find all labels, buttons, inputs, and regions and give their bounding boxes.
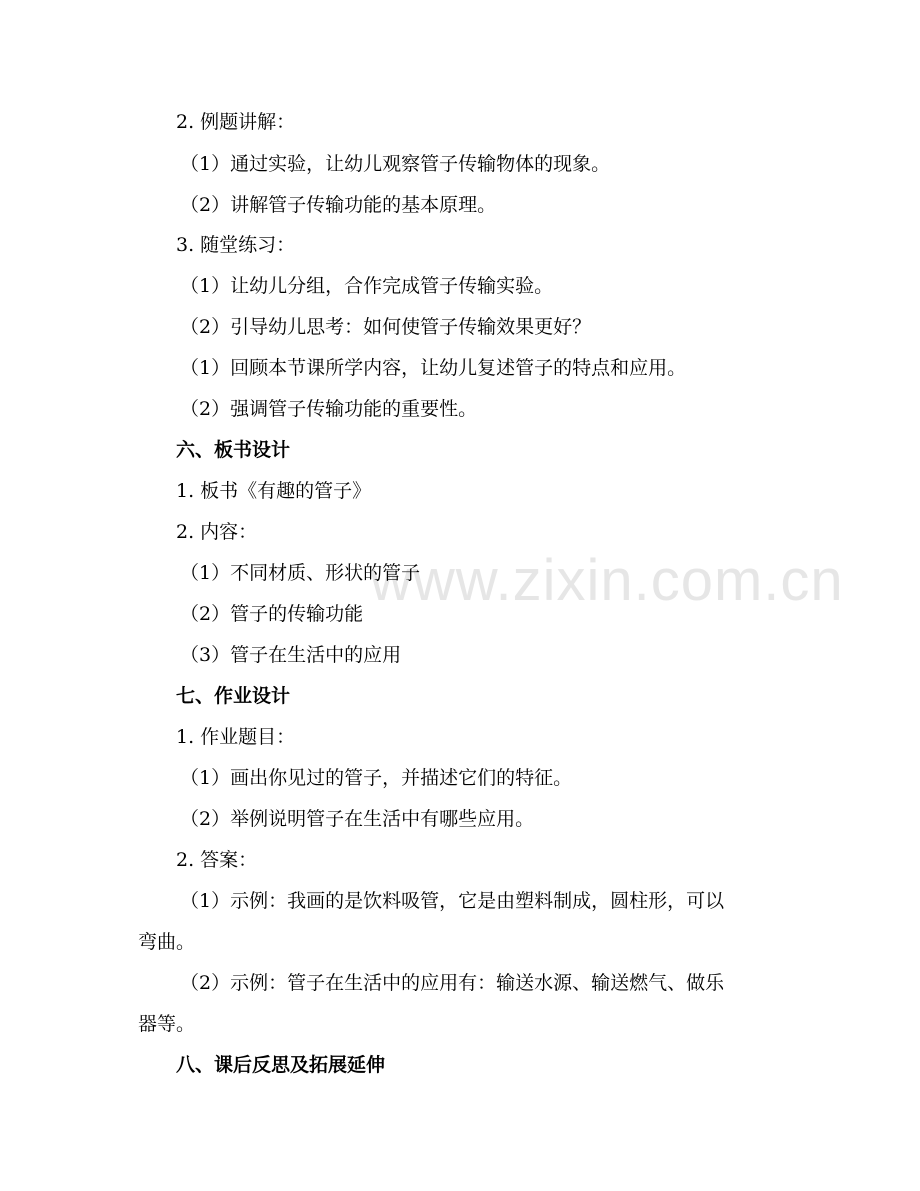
- list-item: 1. 板书《有趣的管子》: [176, 480, 372, 502]
- list-item: （1）画出你见过的管子，并描述它们的特征。: [180, 767, 573, 789]
- answer-paragraph-line: 器等。: [138, 1013, 196, 1035]
- list-item: （1）回顾本节课所学内容，让幼儿复述管子的特点和应用。: [180, 357, 687, 379]
- list-item: 1. 作业题目：: [176, 726, 296, 748]
- section-heading-reflection: 八、课后反思及拓展延伸: [176, 1054, 386, 1076]
- list-item: （2）强调管子传输功能的重要性。: [180, 398, 478, 420]
- list-item: （2）讲解管子传输功能的基本原理。: [180, 194, 497, 216]
- list-item: （2）举例说明管子在生活中有哪些应用。: [180, 808, 535, 830]
- list-item: （1）通过实验，让幼儿观察管子传输物体的现象。: [180, 153, 611, 175]
- list-item: 2. 答案：: [176, 849, 258, 871]
- watermark: www.zixin.com.cn: [370, 548, 844, 613]
- answer-paragraph-line: （2）示例：管子在生活中的应用有：输送水源、输送燃气、做乐: [180, 972, 725, 994]
- list-item: （2）管子的传输功能: [180, 603, 364, 625]
- list-item: （1）让幼儿分组，合作完成管子传输实验。: [180, 275, 554, 297]
- answer-paragraph-line: 弯曲。: [138, 931, 196, 953]
- section-heading-homework-design: 七、作业设计: [176, 685, 291, 707]
- list-item: （1）不同材质、形状的管子: [180, 562, 421, 584]
- list-item: （3）管子在生活中的应用: [180, 644, 402, 666]
- answer-paragraph-line: （1）示例：我画的是饮料吸管，它是由塑料制成，圆柱形，可以: [180, 890, 725, 912]
- section-heading-board-design: 六、板书设计: [176, 439, 291, 461]
- list-item: （2）引导幼儿思考：如何使管子传输效果更好？: [180, 316, 592, 338]
- step-practice: 3. 随堂练习：: [176, 234, 296, 256]
- list-item: 2. 内容：: [176, 521, 258, 543]
- step-example-explanation: 2. 例题讲解：: [176, 111, 296, 133]
